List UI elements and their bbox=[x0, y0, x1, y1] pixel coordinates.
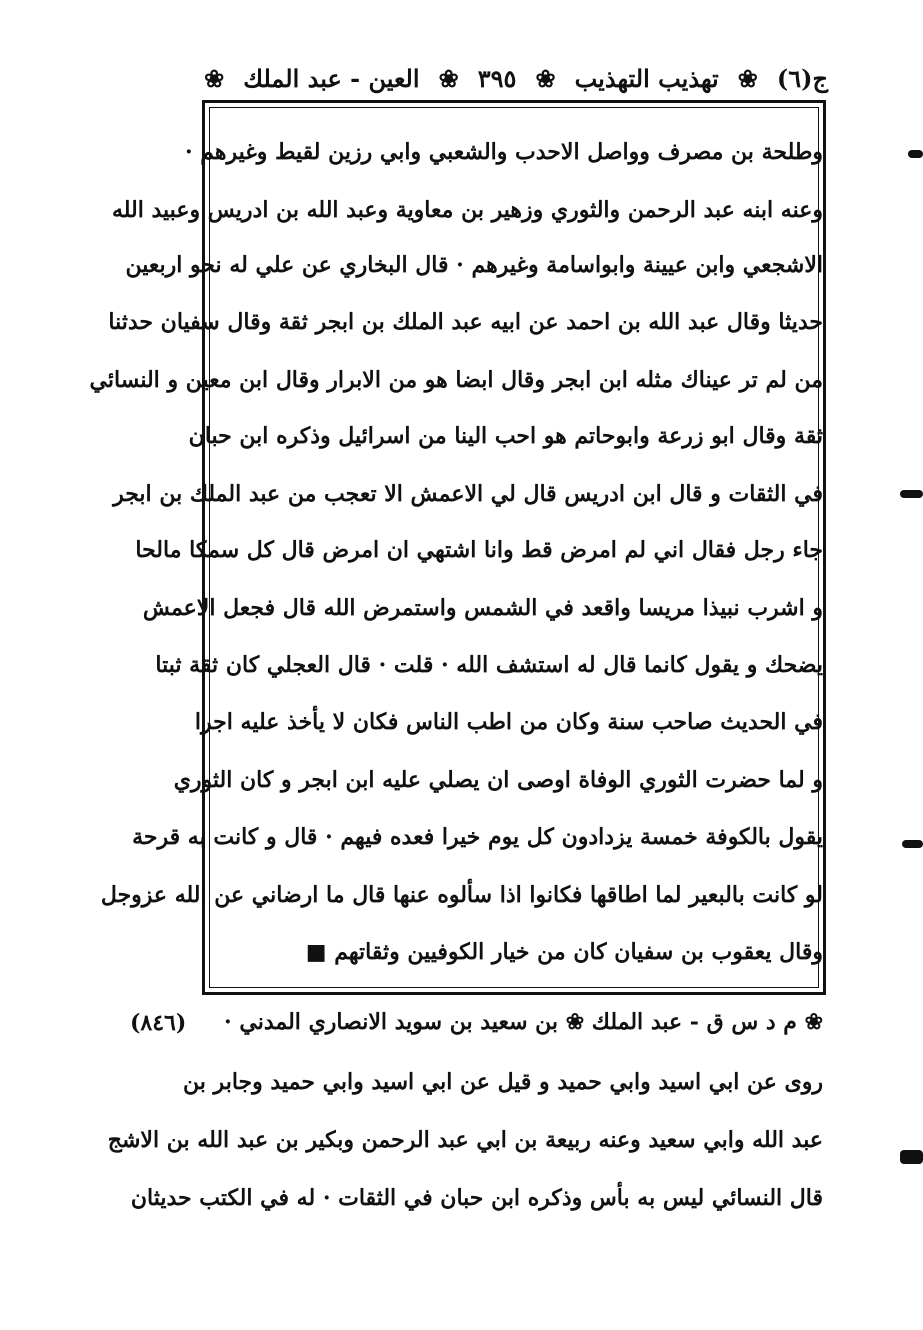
page-number: ٣٩٥ bbox=[477, 63, 517, 93]
margin-mark bbox=[908, 150, 923, 158]
section-title: العين - عبد الملك bbox=[243, 63, 420, 93]
body-line: لو كانت بالبعير لما اطاقها فكانوا اذا سألوه عنها قال ما ارضاني عن الله عزوجل bbox=[100, 882, 823, 908]
entry-line: قال النسائي ليس به بأس وذكره ابن حبان في الثقات · له في الكتب حديثان bbox=[130, 1185, 823, 1211]
entry-number: (٨٤٦) bbox=[130, 1010, 187, 1036]
body-line: وطلحة بن مصرف وواصل الاحدب والشعبي وابي رزين لقيط وغيرهم · bbox=[184, 139, 823, 165]
body-line: في الحديث صاحب سنة وكان من اطب الناس فكان لا يأخذ عليه اجرا bbox=[194, 709, 823, 735]
body-line: في الثقات و قال ابن ادريس قال لي الاعمش الا تعجب من عبد الملك بن ابجر bbox=[113, 481, 823, 507]
volume-label: ج(٦) bbox=[776, 63, 828, 93]
entry-line: عبد الله وابي سعيد وعنه ربيعة بن ابي عبد الرحمن وبكير بن عبد الله بن الاشج bbox=[107, 1127, 823, 1153]
body-line: يقول بالكوفة خمسة يزدادون كل يوم خيرا فعده فيهم · قال و كانت به قرحة bbox=[132, 824, 823, 850]
running-header bbox=[200, 58, 828, 98]
body-line: حديثا وقال عبد الله بن احمد عن ابيه عبد الملك بن ابجر ثقة وقال سفيان حدثنا bbox=[108, 309, 823, 335]
flower-ornament-icon: ❀ bbox=[438, 63, 459, 93]
body-line: من لم تر عيناك مثله ابن ابجر وقال ابضا هو من الابرار وقال ابن معين و النسائي bbox=[89, 367, 823, 393]
body-line: يضحك و يقول كانما قال له استشف الله · قلت · قال العجلي كان ثقة ثبتا bbox=[155, 652, 823, 678]
body-line: ثقة وقال ابو زرعة وابوحاتم هو احب الينا من اسرائيل وذكره ابن حبان bbox=[188, 423, 823, 449]
body-line: وعنه ابنه عبد الرحمن والثوري وزهير بن معاوية وعبد الله بن ادريس وعبيد الله bbox=[111, 197, 823, 223]
margin-mark bbox=[902, 840, 923, 848]
body-line: الاشجعي وابن عيينة وابواسامة وغيرهم · قال البخاري عن علي له نحو اربعين bbox=[125, 252, 823, 278]
book-title: تهذيب التهذيب bbox=[574, 63, 719, 93]
flower-ornament-icon: ❀ bbox=[737, 63, 758, 93]
margin-mark bbox=[900, 490, 923, 498]
body-line: و اشرب نبيذا مريسا واقعد في الشمس واستمرض الله قال فجعل الاعمش bbox=[142, 595, 823, 621]
margin-mark bbox=[900, 1150, 923, 1164]
flower-ornament-icon: ❀ bbox=[204, 63, 225, 93]
entry-line: روى عن ابي اسيد وابي حميد و قيل عن ابي اسيد وابي حميد وجابر بن bbox=[183, 1069, 823, 1095]
body-line: وقال يعقوب بن سفيان كان من خيار الكوفيين وثقاتهم ■ bbox=[305, 939, 823, 965]
body-line: جاء رجل فقال اني لم امرض قط وانا اشتهي ان امرض قال كل سمكا مالحا bbox=[135, 537, 823, 563]
entry-heading: ❀ م د س ق - عبد الملك ❀ بن سعيد بن سويد الانصاري المدني · bbox=[224, 1009, 823, 1035]
flower-ornament-icon: ❀ bbox=[535, 63, 556, 93]
body-line: و لما حضرت الثوري الوفاة اوصى ان يصلي عليه ابن ابجر و كان الثوري bbox=[173, 767, 823, 793]
